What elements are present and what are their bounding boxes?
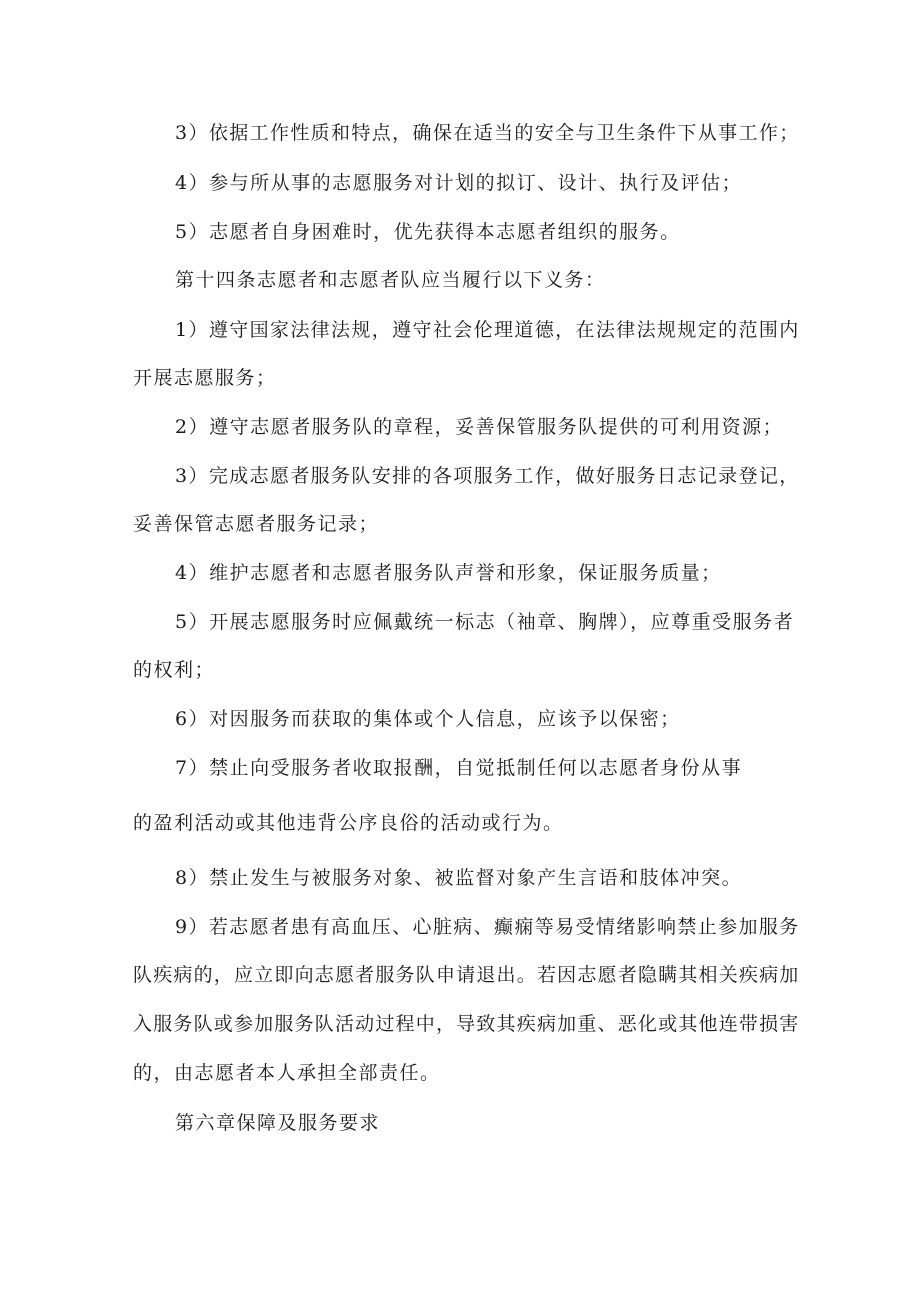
text-line: 的权利； [133, 659, 216, 681]
section-heading: 第六章保障及服务要求 [175, 1112, 381, 1134]
text-line: 2）遵守志愿者服务队的章程，妥善保管服务队提供的可利用资源； [175, 416, 784, 438]
text-line: 4）维护志愿者和志愿者服务队声誉和形象，保证服务质量； [175, 562, 722, 584]
text-line: 9）若志愿者患有高血压、心脏病、癫痫等易受情绪影响禁止参加服务 [175, 916, 800, 938]
text-line: 3）依据工作性质和特点，确保在适当的安全与卫生条件下从事工作； [175, 122, 800, 144]
text-line: 4）参与所从事的志愿服务对计划的拟订、设计、执行及评估； [175, 172, 743, 194]
text-line: 队疾病的，应立即向志愿者服务队申请退出。若因志愿者隐瞒其相关疾病加 [133, 964, 800, 986]
text-line: 开展志愿服务； [133, 367, 277, 389]
text-line: 7）禁止向受服务者收取报酬，自觉抵制任何以志愿者身份从事 [175, 757, 743, 779]
text-line: 5）开展志愿服务时应佩戴统一标志（袖章、胸牌），应尊重受服务者 [175, 611, 795, 633]
text-line: 妥善保管志愿者服务记录； [133, 513, 380, 535]
text-line: 8）禁止发生与被服务对象、被监督对象产生言语和肢体冲突。 [175, 867, 743, 889]
text-line: 入服务队或参加服务队活动过程中，导致其疾病加重、恶化或其他连带损害 [133, 1013, 800, 1035]
text-line: 5）志愿者自身困难时，优先获得本志愿者组织的服务。 [175, 221, 681, 243]
text-line: 3）完成志愿者服务队安排的各项服务工作，做好服务日志记录登记， [175, 465, 800, 487]
text-line: 的，由志愿者本人承担全部责任。 [133, 1062, 441, 1084]
text-line: 的盈利活动或其他违背公序良俗的活动或行为。 [133, 812, 564, 834]
text-line: 第十四条志愿者和志愿者队应当履行以下义务： [175, 269, 606, 291]
text-line: 6）对因服务而获取的集体或个人信息，应该予以保密； [175, 708, 681, 730]
text-line: 1）遵守国家法律法规，遵守社会伦理道德，在法律法规规定的范围内 [175, 319, 800, 341]
